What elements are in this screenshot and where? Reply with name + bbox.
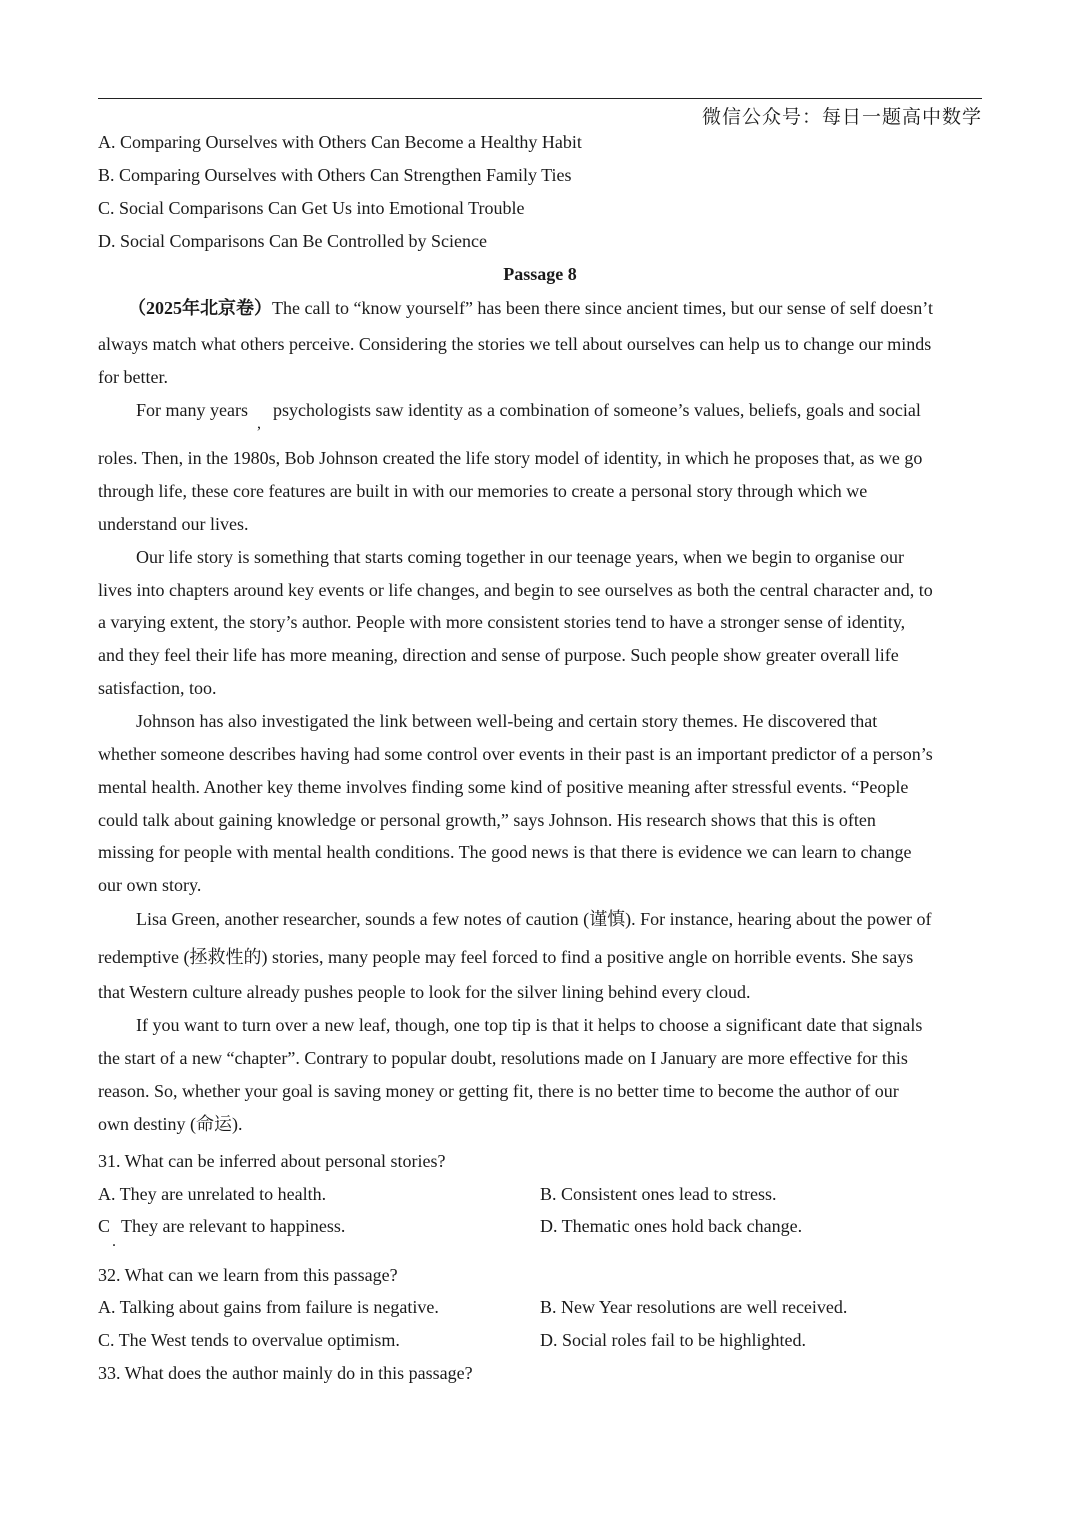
- paragraph-4-line-3: mental health. Another key theme involves finding some kind of positive meaning after stressful events. “People: [98, 777, 909, 797]
- paragraph-1-line-2: always match what others perceive. Considering the stories we tell about ourselves can help us to change our minds: [98, 334, 932, 354]
- question-31-option-c-letter: C: [98, 1216, 111, 1236]
- question-31-option-c: They are relevant to happiness.: [121, 1216, 346, 1236]
- question-33-stem: 33. What does the author mainly do in this passage?: [98, 1363, 473, 1383]
- option-top-a: A. Comparing Ourselves with Others Can Become a Healthy Habit: [98, 132, 582, 152]
- option-top-d: D. Social Comparisons Can Be Controlled by Science: [98, 231, 487, 251]
- question-32-option-c: C. The West tends to overvalue optimism.: [98, 1330, 400, 1350]
- paragraph-3-line-1: Our life story is something that starts coming together in our teenage years, when we begin to organise our: [136, 547, 904, 567]
- question-31-option-d: D. Thematic ones hold back change.: [540, 1216, 803, 1236]
- option-top-c: C. Social Comparisons Can Get Us into Emotional Trouble: [98, 198, 525, 218]
- paragraph-4-line-5: missing for people with mental health conditions. The good news is that there is evidence we can learn to change: [98, 842, 912, 862]
- header-rule: [98, 98, 982, 99]
- paragraph-3-line-5: satisfaction, too.: [98, 678, 217, 698]
- passage-title: Passage 8: [503, 264, 577, 284]
- paragraph-3-line-3: a varying extent, the story’s author. People with more consistent stories tend to have a stronger sense of identity,: [98, 612, 906, 632]
- option-top-b: B. Comparing Ourselves with Others Can Strengthen Family Ties: [98, 165, 572, 185]
- paragraph-3-line-4: and they feel their life has more meaning, direction and sense of purpose. Such people show greater overall life: [98, 645, 899, 665]
- question-31-stem: 31. What can be inferred about personal stories?: [98, 1151, 446, 1171]
- paragraph-5-line-1: Lisa Green, another researcher, sounds a few notes of caution (谨慎). For instance, hearing about the power of: [136, 909, 932, 929]
- question-32-option-d: D. Social roles fail to be highlighted.: [540, 1330, 806, 1350]
- paragraph-2-line-2: roles. Then, in the 1980s, Bob Johnson created the life story model of identity, in which he proposes that, as we go: [98, 448, 923, 468]
- paragraph-3-line-2: lives into chapters around key events or life changes, and begin to see ourselves as both the central character and, to: [98, 580, 933, 600]
- source-tag: （2025年北京卷）: [128, 298, 272, 318]
- paragraph-4-line-1: Johnson has also investigated the link between well-being and certain story themes. He discovered that: [136, 711, 878, 731]
- question-31-option-c-dot: .: [112, 1233, 116, 1250]
- question-32-stem: 32. What can we learn from this passage?: [98, 1265, 398, 1285]
- paragraph-2-line-1a: For many years: [136, 400, 248, 420]
- question-31-option-b: B. Consistent ones lead to stress.: [540, 1184, 777, 1204]
- question-32-option-b: B. New Year resolutions are well received.: [540, 1297, 848, 1317]
- paragraph-6-line-4: own destiny (命运).: [98, 1114, 243, 1134]
- paragraph-2-line-3: through life, these core features are built in with our memories to create a personal story through which we: [98, 481, 868, 501]
- paragraph-6-line-3: reason. So, whether your goal is saving money or getting fit, there is no better time to become the author of our: [98, 1081, 899, 1101]
- paragraph-6-line-1: If you want to turn over a new leaf, though, one top tip is that it helps to choose a significant date that signals: [136, 1015, 923, 1035]
- paragraph-1-text: The call to “know yourself” has been there since ancient times, but our sense of self doesn’t: [272, 298, 933, 318]
- paragraph-1-line-1: [128, 297, 933, 319]
- question-32-option-a: A. Talking about gains from failure is negative.: [98, 1297, 439, 1317]
- header-watermark: 微信公众号：每日一题高中数学: [701, 106, 982, 128]
- paragraph-2-line-4: understand our lives.: [98, 514, 249, 534]
- paragraph-2-line-1b: psychologists saw identity as a combination of someone’s values, beliefs, goals and social: [273, 400, 921, 420]
- paragraph-5-line-2: redemptive (拯救性的) stories, many people may feel forced to find a positive angle on horrible events. She says: [98, 947, 914, 967]
- paragraph-4-line-6: our own story.: [98, 875, 202, 895]
- paragraph-6-line-2: the start of a new “chapter”. Contrary to popular doubt, resolutions made on I January are more effective for this: [98, 1048, 908, 1068]
- paragraph-5-line-3: that Western culture already pushes people to look for the silver lining behind every cloud.: [98, 982, 751, 1002]
- paragraph-4-line-2: whether someone describes having had some control over events in their past is an important predictor of a person’s: [98, 744, 933, 764]
- paragraph-1-line-3: for better.: [98, 367, 168, 387]
- paragraph-4-line-4: could talk about gaining knowledge or personal growth,” says Johnson. His research shows that this is often: [98, 810, 876, 830]
- question-31-option-a: A. They are unrelated to health.: [98, 1184, 327, 1204]
- paragraph-2-comma: ,: [257, 415, 261, 432]
